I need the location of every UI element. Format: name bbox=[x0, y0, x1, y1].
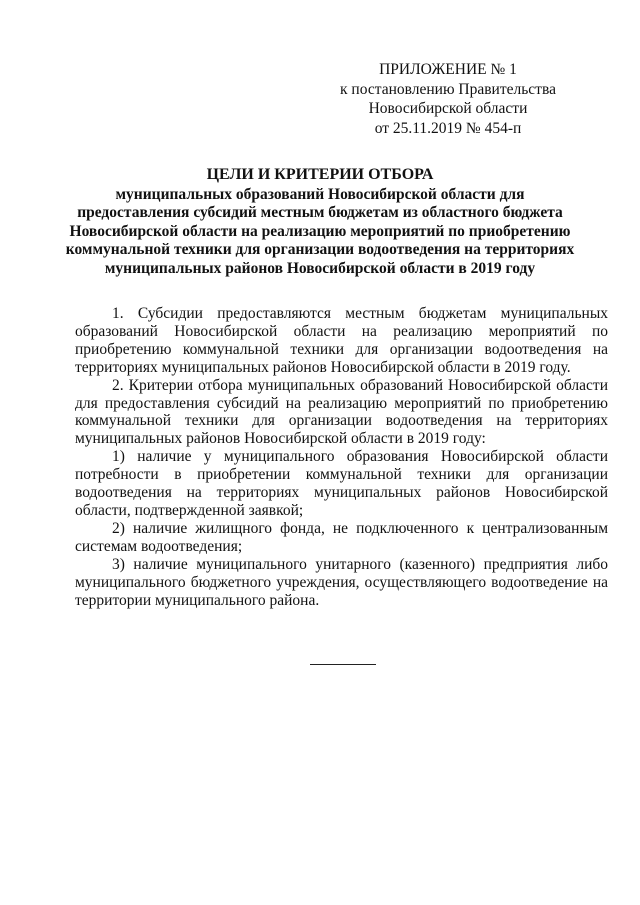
paragraph-2: 2. Критерии отбора муниципальных образований Новосибирской области для предоставления субсидий на реализацию мероприятий по приобретению коммунальной техники для организации водоотведения на территориях муниципальных районов Новосибирской области в 2019 году: bbox=[75, 376, 608, 448]
sub-title: муниципальных образований Новосибирской области для предоставления субсидий местным бюджетам из областного бюджета Новосибирской области на реализацию мероприятий по приобретению коммунальной техники для организации водоотведения на территориях муниципальных районов Новосибирской области в 2019 году bbox=[65, 185, 575, 277]
document-title bbox=[62, 166, 578, 279]
criterion-1: 1) наличие у муниципального образования Новосибирской области потребности в приобретении коммунальной техники для организации водоотведения на территориях муниципальных районов Новосибирской области, подтвержденной заявкой; bbox=[75, 448, 608, 519]
criterion-3: 3) наличие муниципального унитарного (казенного) предприятия либо муниципального бюджетного учреждения, осуществляющего водоотведение на территории муниципального района. bbox=[75, 555, 608, 609]
appendix-date-number: от 25.11.2019 № 454-п bbox=[374, 119, 522, 137]
main-title: ЦЕЛИ И КРИТЕРИИ ОТБОРА bbox=[206, 166, 434, 183]
appendix-region: Новосибирской области bbox=[368, 100, 528, 117]
appendix-number: ПРИЛОЖЕНИЕ № 1 bbox=[379, 61, 517, 78]
paragraph-1: 1. Субсидии предоставляются местным бюджетам муниципальных образований Новосибирской области на реализацию мероприятий по приобретению коммунальной техники для организации водоотведения на территориях муниципальных районов Новосибирской области в 2019 году. bbox=[75, 305, 608, 376]
end-divider-line bbox=[310, 664, 376, 665]
document-body bbox=[75, 305, 608, 609]
appendix-header bbox=[318, 60, 578, 138]
appendix-resolution-ref: к постановлению Правительства bbox=[340, 80, 556, 98]
criterion-2: 2) наличие жилищного фонда, не подключенного к централизованным системам водоотведения; bbox=[75, 519, 608, 555]
